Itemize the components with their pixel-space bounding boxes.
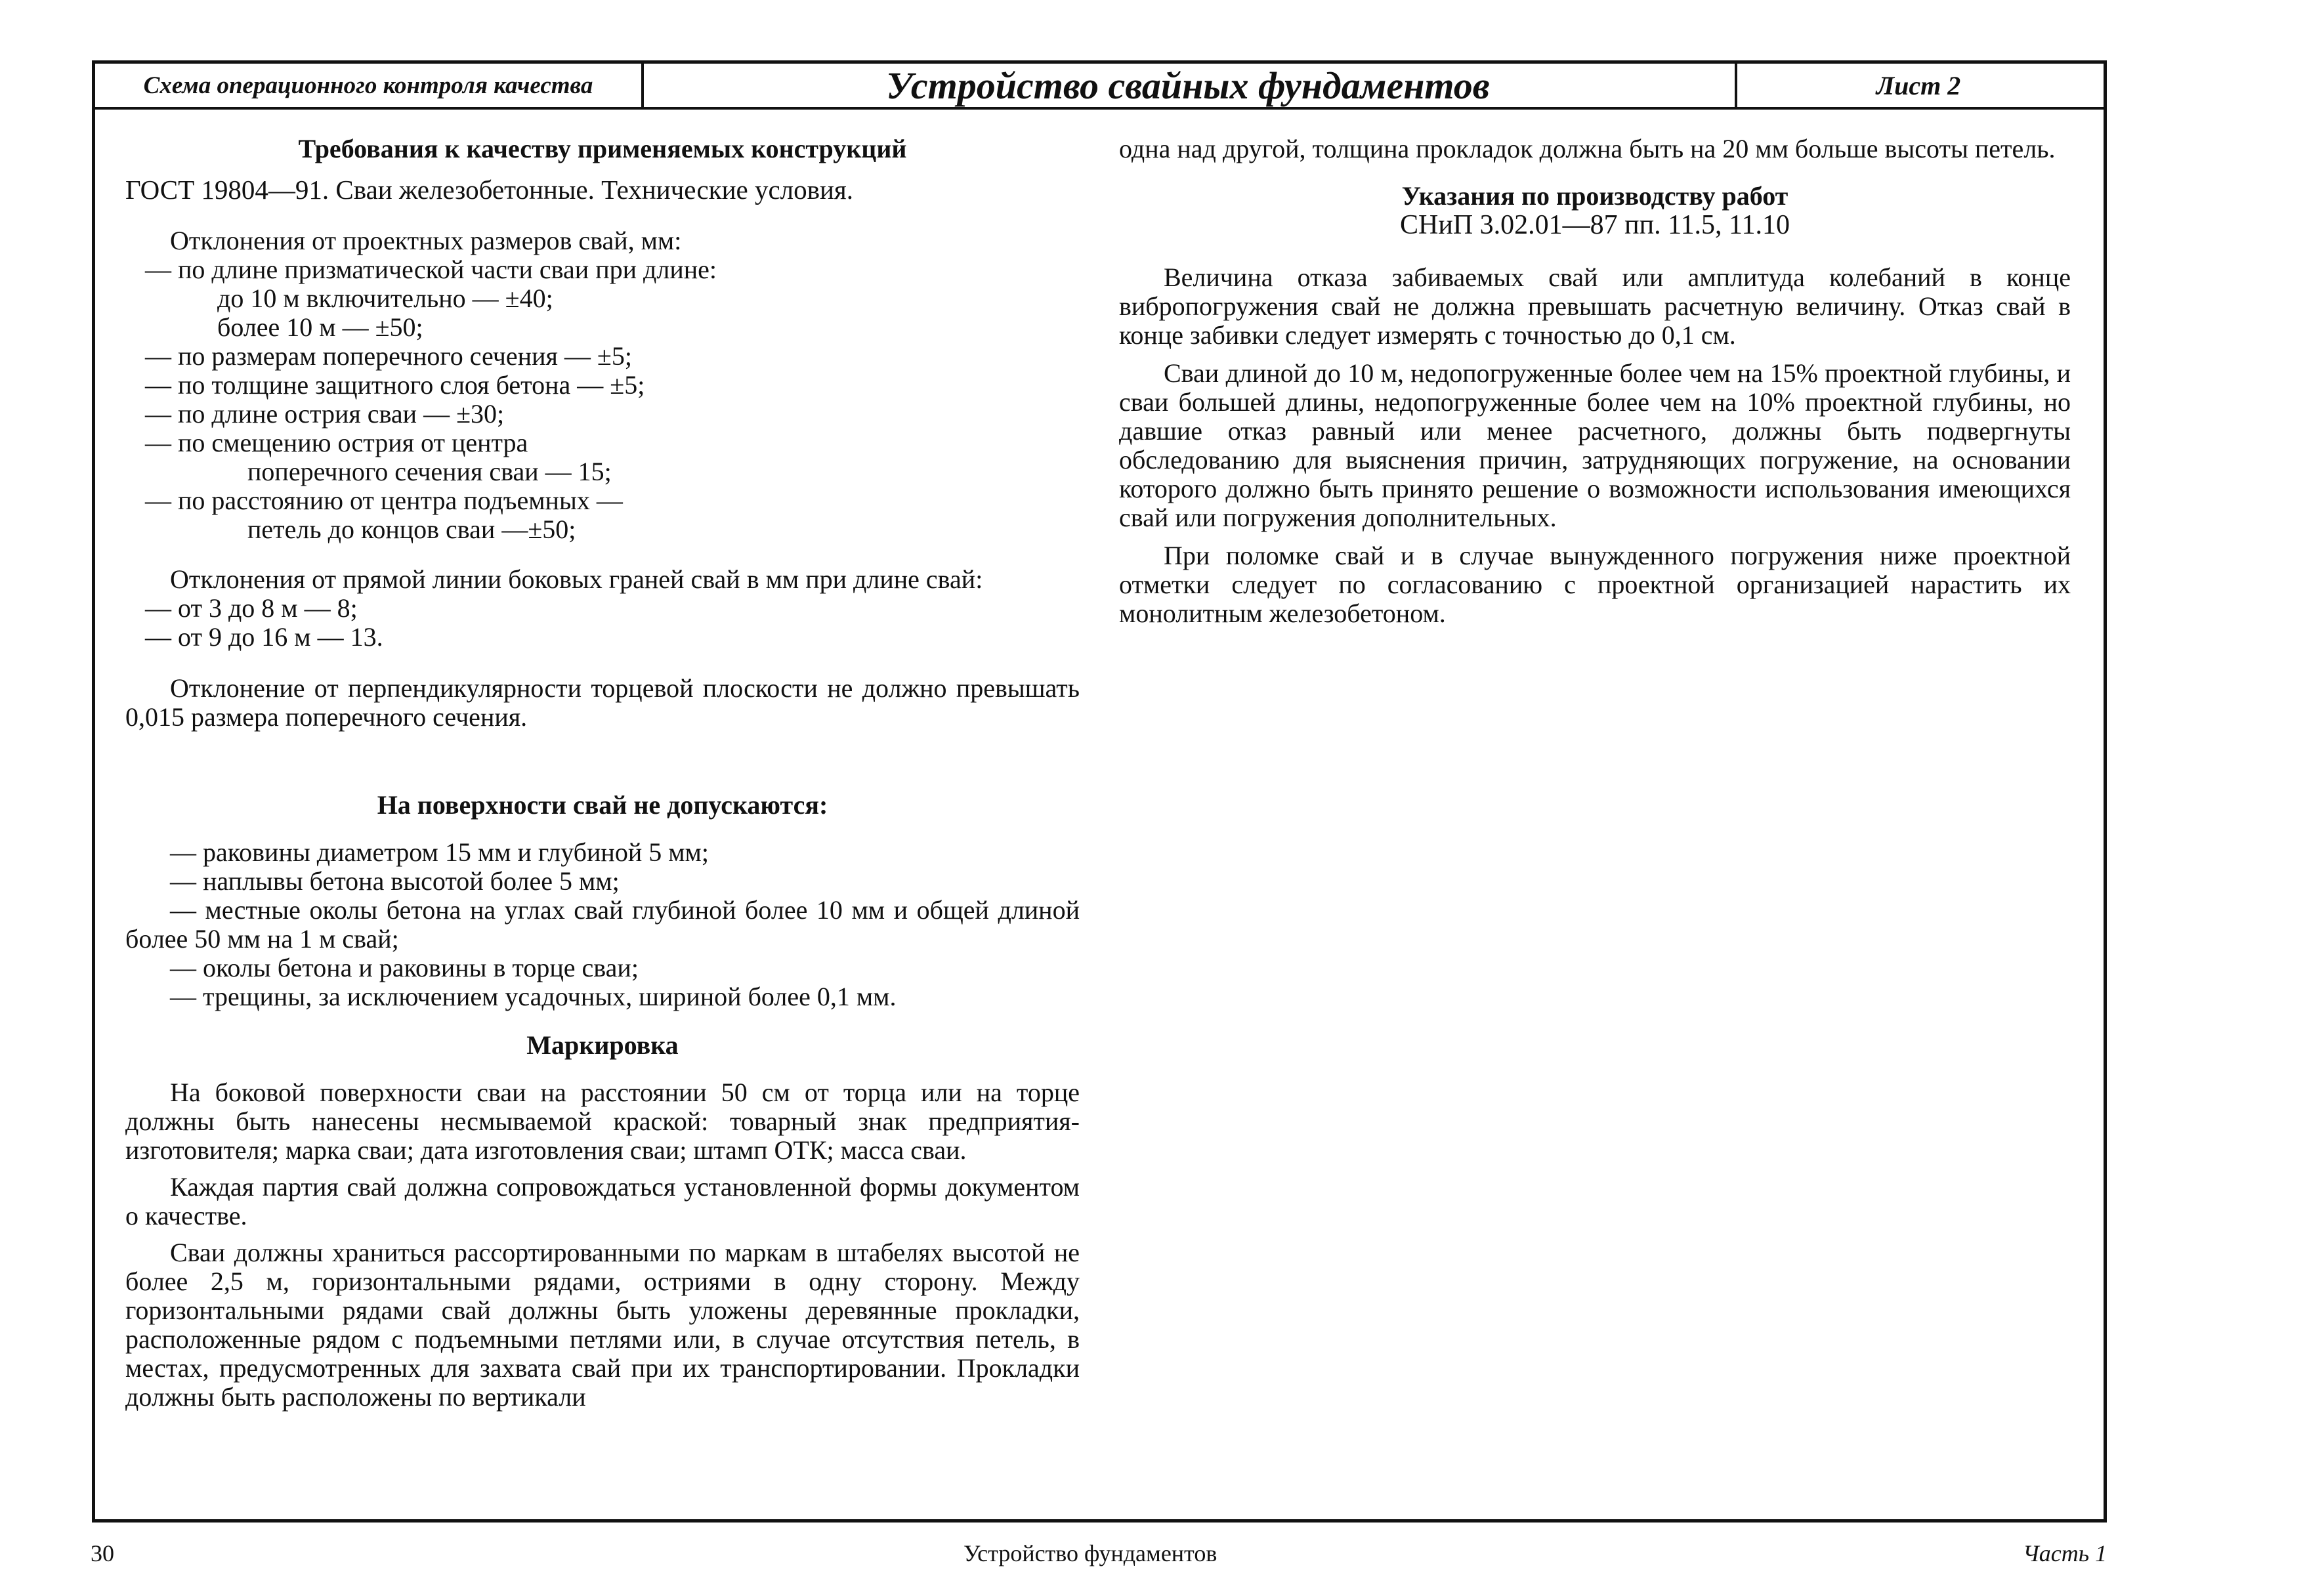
dev-item: — по расстоянию от центра подъемных —: [145, 486, 623, 515]
defect-item: — местные околы бетона на углах свай глубиной более 10 мм и общей длиной более 50 мм на 1 м свай;: [125, 895, 1080, 954]
instruction-paragraph: Величина отказа забиваемых свай или амплитуда колебаний в конце вибропогружения свай не должна превышать расчетную величину. Отказ свай в конце забивки следует измерять с точностью до 0,1 см.: [1119, 262, 2071, 350]
left-column: [125, 136, 1080, 1412]
dev-item: до 10 м включительно — ±40;: [217, 284, 553, 313]
dev-item: более 10 м — ±50;: [217, 312, 423, 342]
title-block: [95, 64, 2104, 110]
straightness-item: — от 3 до 8 м — 8;: [145, 593, 358, 623]
sheet-title: Устройство свайных фундаментов: [641, 64, 1737, 107]
defect-item: — раковины диаметром 15 мм и глубиной 5 мм;: [170, 837, 709, 867]
scheme-label: Схема операционного контроля качества: [95, 64, 644, 107]
marking-paragraph: На боковой поверхности сваи на расстоянии 50 см от торца или на торце должны быть нанесены несмываемой краской: товарный знак предприятия-изготовителя; марка сваи; дата изготовления сваи; штамп ОТК; масса сваи.: [125, 1078, 1080, 1165]
continuation-text: одна над другой, толщина прокладок должна быть на 20 мм больше высоты петель.: [1119, 134, 2056, 163]
dev-item: — по длине призматической части сваи при длине:: [145, 255, 717, 284]
dev-item: — по длине острия сваи — ±30;: [145, 399, 505, 429]
dev-item: — по толщине защитного слоя бетона — ±5;: [145, 370, 645, 400]
sheet-frame: [92, 60, 2107, 1522]
marking-heading: Маркировка: [526, 1030, 679, 1060]
page-number: 30: [91, 1540, 114, 1566]
perpendicularity-text: Отклонение от перпендикулярности торцевой плоскости не должно превышать 0,015 размера поперечного сечения.: [125, 673, 1080, 732]
instruction-paragraph: При поломке свай и в случае вынужденного погружения ниже проектной отметки следует по согласованию с проектной организацией нарастить их монолитным железобетоном.: [1119, 541, 2071, 628]
straightness-item: — от 9 до 16 м — 13.: [145, 622, 383, 652]
defect-item: — трещины, за исключением усадочных, шириной более 0,1 мм.: [170, 982, 897, 1011]
storage-paragraph: Сваи должны храниться рассортированными по маркам в штабелях высотой не более 2,5 м, горизонтальными рядами, остриями в одну сторону. Между горизонтальными рядами свай должны быть уложены деревянные прокладки, расположенные рядом с подъемными петлями или, в случае отсутствия петель, в местах, предусмотренных для захвата свай при их транспортировании. Прокладки должны быть расположены по вертикали: [125, 1238, 1080, 1412]
straightness-intro: Отклонения от прямой линии боковых граней свай в мм при длине свай:: [170, 564, 983, 594]
defect-item: — наплывы бетона высотой более 5 мм;: [170, 866, 620, 896]
surface-defects-heading: На поверхности свай не допускаются:: [377, 790, 828, 820]
book-title: Устройство фундаментов: [963, 1540, 1217, 1566]
sheet-number: Лист 2: [1876, 70, 1961, 100]
dev-item: поперечного сечения сваи — 15;: [247, 457, 612, 486]
gost-reference: ГОСТ 19804—91. Сваи железобетонные. Технические условия.: [125, 175, 854, 205]
snip-reference: СНиП 3.02.01—87 пп. 11.5, 11.10: [1400, 210, 1790, 240]
instruction-paragraph: Сваи длиной до 10 м, недопогруженные более чем на 15% проектной глубины, и сваи большей длины, недопогруженные более чем на 10% проектной глубины, но давшие отказ равный или менее расчетного, должны быть подвергнуты обследованию для выяснения причин, затрудняющих погружение, на основании которого должно быть принято решение о возможности использования имеющихся свай или погружения дополнительных.: [1119, 358, 2071, 532]
dev-item: — по размерам поперечного сечения — ±5;: [145, 341, 632, 371]
defect-item: — околы бетона и раковины в торце сваи;: [170, 953, 639, 982]
dev-item: петель до концов сваи —±50;: [247, 514, 576, 544]
marking-paragraph: Каждая партия свай должна сопровождаться установленной формы документом о качестве.: [125, 1172, 1080, 1230]
work-instructions-heading: Указания по производству работ: [1401, 181, 1788, 211]
right-column: [1119, 136, 2071, 628]
deviations-intro: Отклонения от проектных размеров свай, мм:: [170, 226, 682, 255]
quality-requirements-heading: Требования к качеству применяемых конструкций: [298, 134, 907, 163]
dev-item: — по смещению острия от центра: [145, 428, 528, 457]
book-part: Часть 1: [2023, 1540, 2107, 1566]
